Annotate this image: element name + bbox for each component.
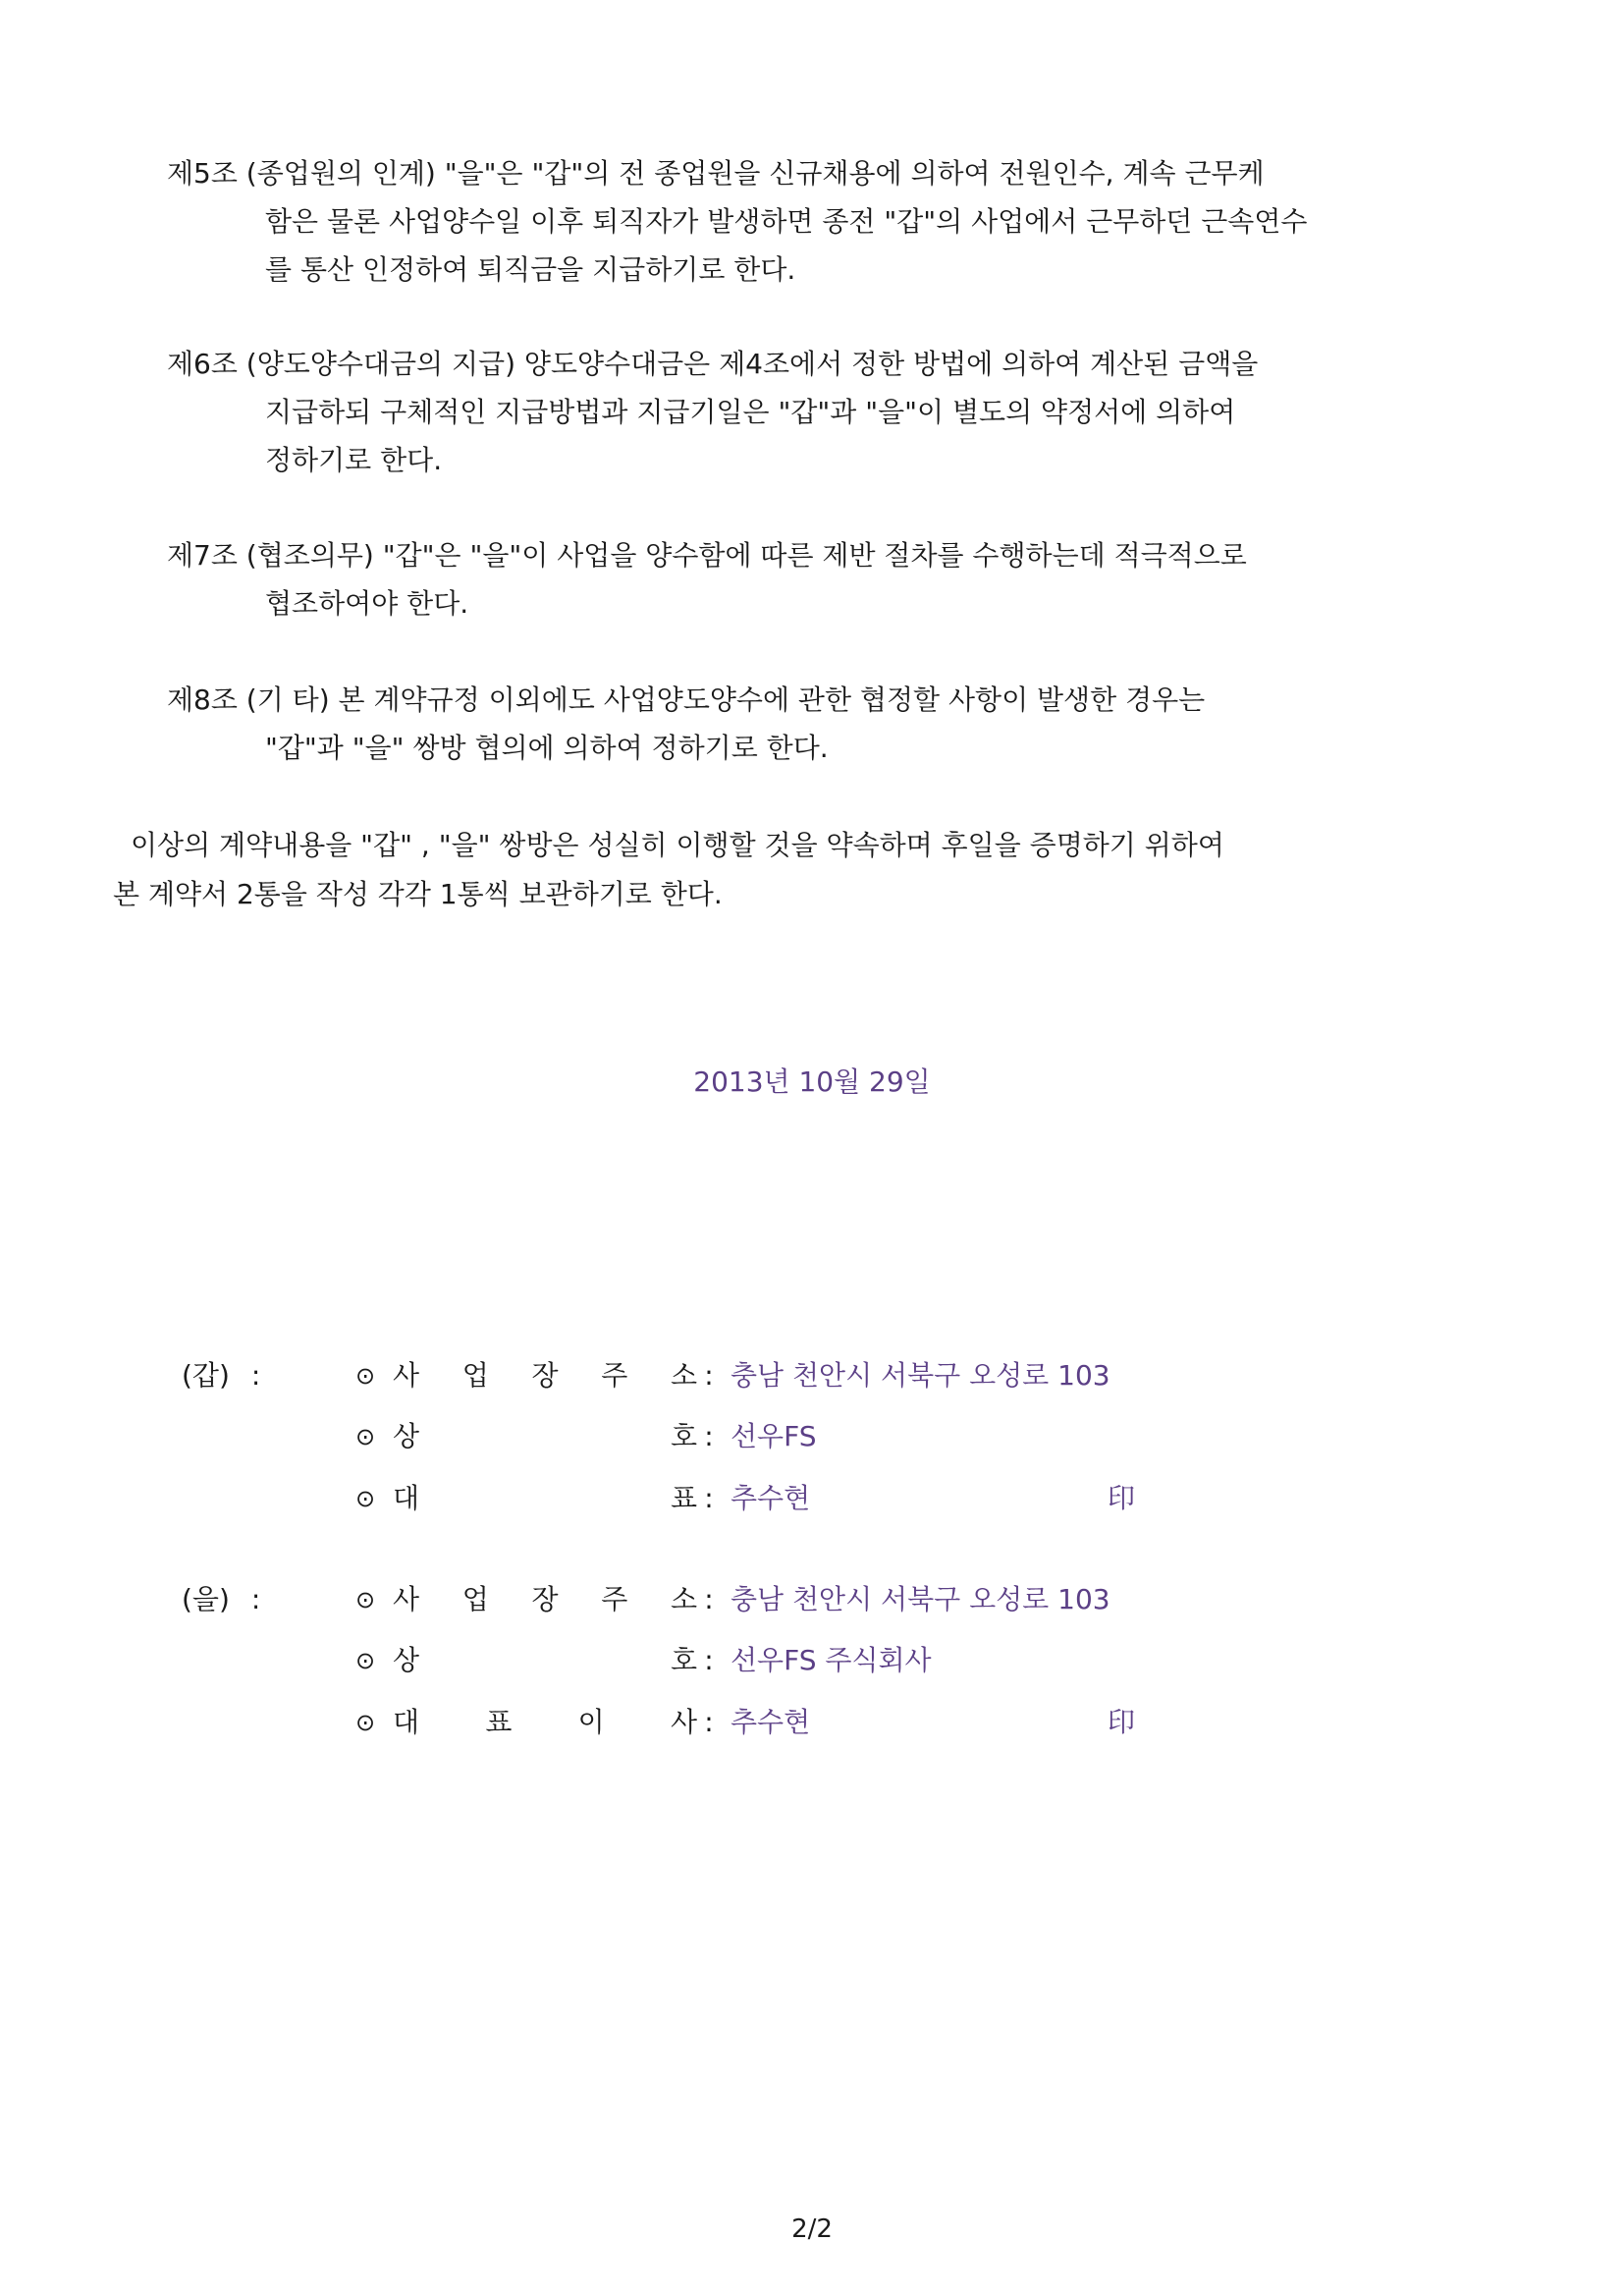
field-value: 충남 천안시 서북구 오성로 103 bbox=[731, 1359, 1110, 1392]
article-line: 제7조 (협조의무) "갑"은 "을"이 사업을 양수함에 따른 제반 절차를 수행하는데 적극적으로 bbox=[167, 539, 1247, 572]
field-label bbox=[393, 1641, 697, 1680]
contract-date: 2013년 10월 29일 bbox=[693, 1066, 931, 1098]
field-value: 추수현 bbox=[731, 1482, 811, 1514]
label-char: 표 bbox=[670, 1482, 697, 1514]
article-line: 협조하여야 한다. bbox=[265, 587, 469, 620]
field-label bbox=[393, 1356, 697, 1395]
article-line: 지급하되 구체적인 지급방법과 지급기일은 "갑"과 "을"이 별도의 약정서에 의하여 bbox=[265, 396, 1236, 428]
label-char: 대 bbox=[393, 1706, 420, 1738]
field-separator: : bbox=[704, 1706, 714, 1738]
field-separator: : bbox=[704, 1644, 714, 1676]
seal-mark: 印 bbox=[1108, 1482, 1136, 1514]
party-colon: : bbox=[250, 1359, 261, 1392]
article-line: 를 통산 인정하여 퇴직금을 지급하기로 한다. bbox=[265, 253, 796, 286]
article-5 bbox=[167, 149, 1473, 294]
field-value: 추수현 bbox=[731, 1706, 811, 1738]
field-label bbox=[393, 1703, 697, 1742]
label-char: 호 bbox=[670, 1420, 697, 1452]
label-char: 사 bbox=[393, 1583, 420, 1615]
field-separator: : bbox=[704, 1359, 714, 1392]
closing-line: 이상의 계약내용을 "갑" , "을" 쌍방은 성실히 이행할 것을 약속하며 후일을 증명하기 위하여 bbox=[131, 829, 1224, 861]
label-char: 장 bbox=[531, 1583, 559, 1615]
bullet-icon: ⊙ bbox=[355, 1423, 376, 1450]
label-char: 호 bbox=[670, 1644, 697, 1676]
label-char: 표 bbox=[485, 1706, 513, 1738]
bullet-icon: ⊙ bbox=[355, 1709, 376, 1736]
closing-statement bbox=[113, 821, 1488, 919]
label-char: 소 bbox=[670, 1359, 697, 1392]
label-char: 대 bbox=[393, 1482, 420, 1514]
label-char: 상 bbox=[393, 1420, 420, 1452]
label-char: 상 bbox=[393, 1644, 420, 1676]
label-char: 사 bbox=[670, 1706, 697, 1738]
label-char: 주 bbox=[601, 1359, 628, 1392]
article-line: 제8조 (기 타) 본 계약규정 이외에도 사업양도양수에 관한 협정할 사항이 발생한 경우는 bbox=[167, 683, 1206, 716]
field-value: 충남 천안시 서북구 오성로 103 bbox=[731, 1583, 1110, 1615]
article-line: 제5조 (종업원의 인계) "을"은 "갑"의 전 종업원을 신규채용에 의하여 전원인수, 계속 근무케 bbox=[167, 157, 1265, 190]
label-char: 업 bbox=[461, 1583, 489, 1615]
field-label bbox=[393, 1479, 697, 1518]
label-char: 이 bbox=[577, 1706, 605, 1738]
party-label-eul bbox=[182, 1580, 260, 1619]
label-char: 사 bbox=[393, 1359, 420, 1392]
bullet-icon: ⊙ bbox=[355, 1647, 376, 1674]
article-7 bbox=[167, 531, 1473, 628]
field-label bbox=[393, 1580, 697, 1619]
article-6 bbox=[167, 340, 1473, 484]
party-name: (을) bbox=[182, 1583, 230, 1615]
label-char: 업 bbox=[461, 1359, 489, 1392]
article-line: 함은 물론 사업양수일 이후 퇴직자가 발생하면 종전 "갑"의 사업에서 근무하던 근속연수 bbox=[265, 205, 1308, 238]
field-separator: : bbox=[704, 1482, 714, 1514]
bullet-icon: ⊙ bbox=[355, 1586, 376, 1613]
label-char: 장 bbox=[531, 1359, 559, 1392]
party-colon: : bbox=[250, 1583, 261, 1615]
field-separator: : bbox=[704, 1583, 714, 1615]
field-value: 선우FS bbox=[731, 1420, 817, 1452]
label-char: 주 bbox=[601, 1583, 628, 1615]
article-line: 정하기로 한다. bbox=[265, 444, 443, 476]
party-name: (갑) bbox=[182, 1359, 230, 1392]
party-label-gap bbox=[182, 1356, 260, 1395]
article-line: "갑"과 "을" 쌍방 협의에 의하여 정하기로 한다. bbox=[265, 732, 829, 764]
article-8 bbox=[167, 676, 1473, 772]
field-value: 선우FS 주식회사 bbox=[731, 1644, 932, 1676]
field-separator: : bbox=[704, 1420, 714, 1452]
bullet-icon: ⊙ bbox=[355, 1485, 376, 1512]
closing-line: 본 계약서 2통을 작성 각각 1통씩 보관하기로 한다. bbox=[113, 878, 723, 910]
label-char: 소 bbox=[670, 1583, 697, 1615]
bullet-icon: ⊙ bbox=[355, 1362, 376, 1390]
seal-mark: 印 bbox=[1108, 1706, 1136, 1738]
article-line: 제6조 (양도양수대금의 지급) 양도양수대금은 제4조에서 정한 방법에 의하여 계산된 금액을 bbox=[167, 348, 1259, 380]
field-label bbox=[393, 1417, 697, 1456]
page-number: 2/2 bbox=[791, 2214, 833, 2244]
